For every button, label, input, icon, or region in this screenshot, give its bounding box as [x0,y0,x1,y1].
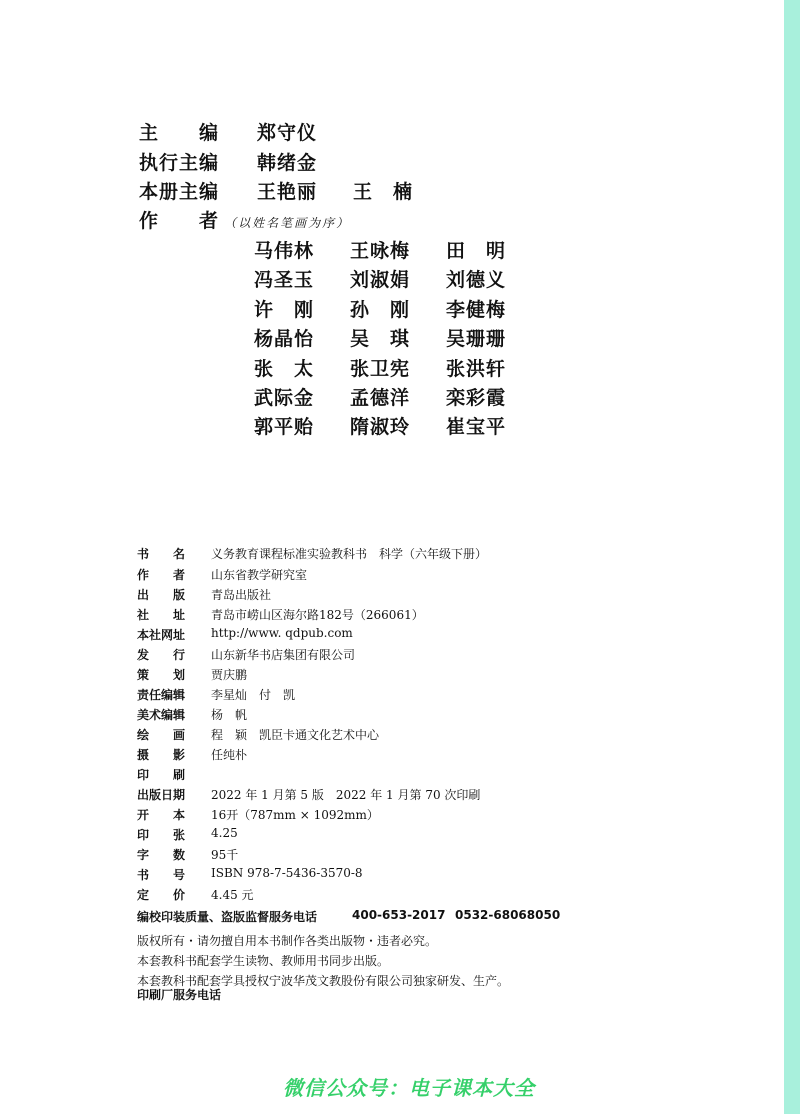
wechat-watermark: 微信公众号：电子课本大全 [283,1076,535,1100]
authors-heading-row [139,206,350,233]
exec-editor-row [139,148,318,175]
volume-editor-name: 王 楠 [353,181,414,203]
colophon-label: 策 划 [137,668,186,682]
colophon-value: 95千 [211,848,239,862]
printer-phone-label: 印刷厂服务电话 [137,988,222,1002]
author-name: 王咏梅 [350,240,411,262]
volume-editor-name: 王艳丽 [257,181,318,203]
colophon-value: 义务教育课程标准实验教科书 科学（六年级下册） [211,547,488,561]
colophon-label: 出版日期 [137,788,186,802]
author-name: 冯圣玉 [254,269,315,291]
colophon-label: 书 号 [137,868,186,882]
colophon-value: 4.45 元 [211,888,254,902]
colophon-label: 作 者 [137,568,186,582]
author-name: 马伟林 [254,240,315,262]
author-name: 杨晶怡 [254,328,315,350]
colophon-label: 责任编辑 [137,688,186,702]
hotline-phone: 400-653-2017 [352,908,446,922]
colophon-value: 任纯朴 [211,748,248,762]
colophon-value: 青岛市崂山区海尔路182号（266061） [211,608,424,622]
chief-editor-label: 主 编 [139,122,220,144]
author-name: 张卫宪 [350,358,411,380]
author-name: 张洪轩 [446,358,507,380]
colophon-value: 青岛出版社 [211,588,272,602]
author-name: 孟德洋 [350,387,411,409]
exec-editor-label: 执行主编 [139,152,220,174]
author-name: 隋淑玲 [350,416,411,438]
author-name: 许 刚 [254,299,315,321]
colophon-label: 印 张 [137,828,186,842]
author-name: 李健梅 [446,299,507,321]
colophon-value: ISBN 978-7-5436-3570-8 [211,866,363,880]
colophon-value: 山东省教学研究室 [211,568,308,582]
colophon-label: 社 址 [137,608,186,622]
author-name: 孙 刚 [350,299,411,321]
hotline-label: 编校印装质量、盗版监督服务电话 [137,910,318,924]
side-color-strip [784,0,800,1114]
author-name: 吴珊珊 [446,328,507,350]
colophon-value: 程 颖 凯臣卡通文化艺术中心 [211,728,380,742]
colophon-value: 2022 年 1 月第 5 版 2022 年 1 月第 70 次印刷 [211,788,481,802]
author-name: 栾彩霞 [446,387,507,409]
colophon-value: 4.25 [211,826,238,840]
exec-editor-name: 韩绪金 [257,152,318,174]
author-name: 吴 琪 [350,328,411,350]
colophon-label: 摄 影 [137,748,186,762]
colophon-value: 杨 帆 [211,708,248,722]
hotline-phone: 0532-68068050 [455,908,561,922]
colophon-value: 山东新华书店集团有限公司 [211,648,356,662]
colophon-label: 绘 画 [137,728,186,742]
colophon-label: 本社网址 [137,628,186,642]
colophon-value: 李星灿 付 凯 [211,688,296,702]
volume-editor-label: 本册主编 [139,181,220,203]
author-name: 崔宝平 [446,416,507,438]
colophon-label: 开 本 [137,808,186,822]
chief-editor-row [139,118,318,145]
author-name: 刘德义 [446,269,507,291]
note-line: 本套教科书配套学生读物、教师用书同步出版。 [137,954,390,968]
author-name: 张 太 [254,358,315,380]
colophon-label: 发 行 [137,648,186,662]
author-name: 刘淑娟 [350,269,411,291]
colophon-label: 字 数 [137,848,186,862]
colophon-value: 16开（787mm × 1092mm） [211,808,379,822]
colophon-label: 书 名 [137,547,186,561]
publisher-website-link[interactable]: http://www. qdpub.com [211,626,353,640]
colophon-label: 美术编辑 [137,708,186,722]
author-name: 郭平贻 [254,416,315,438]
authors-order-note: （以姓名笔画为序） [224,216,351,230]
author-name: 田 明 [446,240,507,262]
colophon-label: 出 版 [137,588,186,602]
volume-editor-row [139,177,414,204]
quality-hotline [137,908,561,925]
note-line: 本套教科书配套学具授权宁波华茂文教股份有限公司独家研发、生产。 [137,974,510,988]
colophon-label: 定 价 [137,888,186,902]
chief-editor-name: 郑守仪 [257,122,318,144]
note-line: 版权所有・请勿擅自用本书制作各类出版物・违者必究。 [137,934,438,948]
author-name: 武际金 [254,387,315,409]
colophon-label: 印 刷 [137,768,186,782]
authors-label: 作 者 [139,210,220,232]
colophon-value: 贾庆鹏 [211,668,248,682]
copyright-notes [137,932,509,992]
